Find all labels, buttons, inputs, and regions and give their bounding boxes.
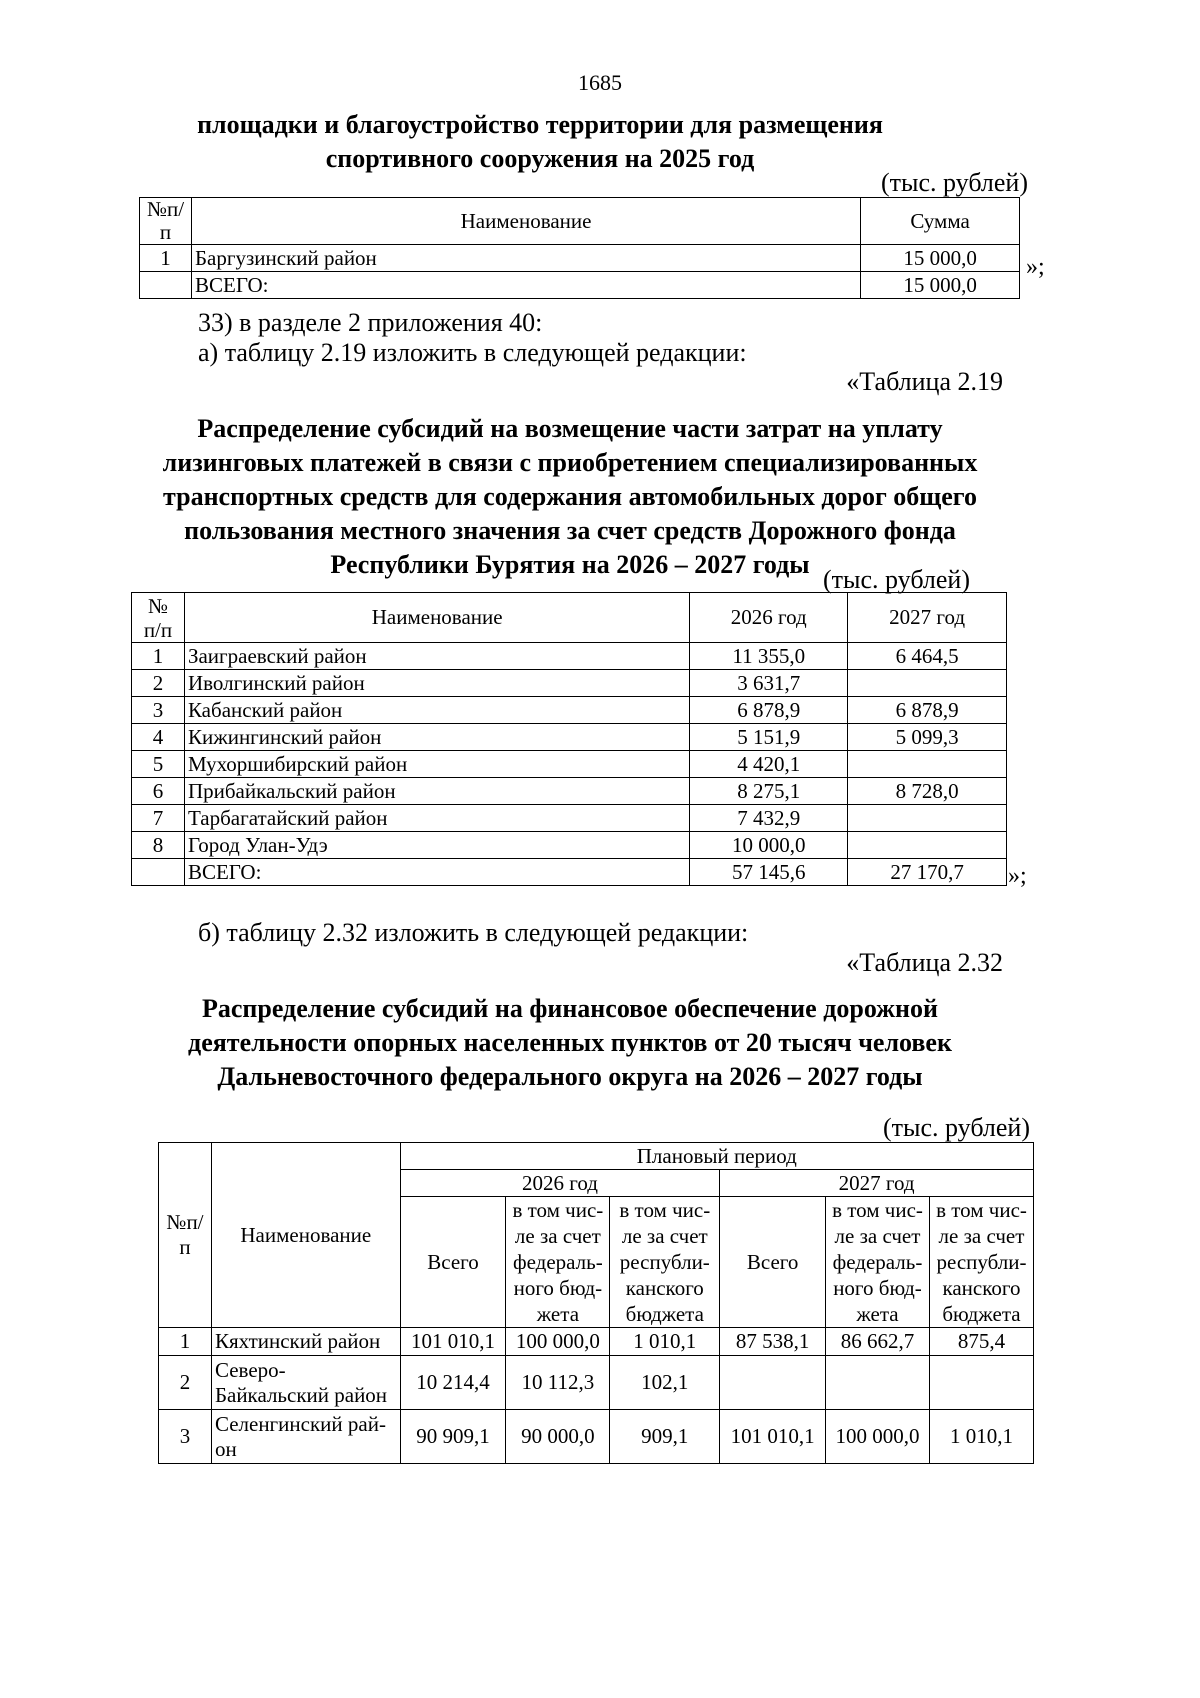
header-line: республи- bbox=[936, 1250, 1027, 1274]
row-federal-2026: 100 000,0 bbox=[506, 1328, 610, 1356]
header-2026: 2026 год bbox=[690, 593, 848, 643]
section3-title-line: деятельности опорных населенных пунктов от 20 тысяч человек bbox=[188, 1028, 952, 1057]
header-federal-2027 bbox=[826, 1197, 930, 1328]
row-num: 8 bbox=[132, 832, 185, 859]
section1-title-line: спортивного сооружения на 2025 год bbox=[325, 144, 755, 173]
header-line: жета bbox=[536, 1302, 580, 1326]
header-num bbox=[132, 593, 185, 643]
header-line: ле за счет bbox=[621, 1224, 708, 1248]
row-num bbox=[140, 272, 192, 299]
header-line: в том чис- bbox=[936, 1198, 1027, 1222]
row-2026: 7 432,9 bbox=[690, 805, 848, 832]
row-federal-2026: 10 112,3 bbox=[506, 1356, 610, 1410]
table-row bbox=[159, 1356, 1034, 1410]
row-2026: 8 275,1 bbox=[690, 778, 848, 805]
section1-unit: (тыс. рублей) bbox=[880, 168, 1028, 197]
row-republic-2027 bbox=[929, 1356, 1033, 1410]
row-num: 1 bbox=[159, 1328, 212, 1356]
section1-title-line: площадки и благоустройство территории для размещения bbox=[197, 110, 883, 139]
header-2026: 2026 год bbox=[400, 1170, 720, 1197]
section1-closing: »; bbox=[1026, 254, 1045, 280]
row-name-line: Байкальский район bbox=[214, 1382, 388, 1407]
header-line: ле за счет bbox=[514, 1224, 601, 1248]
row-federal-2027: 100 000,0 bbox=[826, 1410, 930, 1464]
header-line: в том чис- bbox=[832, 1198, 923, 1222]
row-num: 2 bbox=[159, 1356, 212, 1410]
table-232-label: «Таблица 2.32 bbox=[846, 948, 1003, 977]
header-total-2026: Всего bbox=[400, 1197, 506, 1328]
table-219-label: «Таблица 2.19 bbox=[846, 367, 1003, 396]
row-name-line: Северо- bbox=[214, 1357, 286, 1382]
row-republic-2027: 875,4 bbox=[929, 1328, 1033, 1356]
section2-closing: »; bbox=[1008, 863, 1027, 889]
row-name bbox=[211, 1356, 400, 1410]
row-name: Кабанский район bbox=[184, 697, 689, 724]
row-2026: 11 355,0 bbox=[690, 643, 848, 670]
section2-title-line: Распределение субсидий на возмещение части затрат на уплату bbox=[197, 414, 943, 443]
header-num: №п/п bbox=[159, 1143, 212, 1328]
table-row bbox=[159, 1410, 1034, 1464]
row-2026: 57 145,6 bbox=[690, 859, 848, 886]
table-row bbox=[132, 778, 1007, 805]
row-total-2027: 101 010,1 bbox=[720, 1410, 826, 1464]
row-name: Заиграевский район bbox=[184, 643, 689, 670]
row-republic-2027: 1 010,1 bbox=[929, 1410, 1033, 1464]
row-2027: 6 464,5 bbox=[848, 643, 1007, 670]
header-federal-2026 bbox=[506, 1197, 610, 1328]
row-name: Кяхтинский район bbox=[211, 1328, 400, 1356]
row-num bbox=[132, 859, 185, 886]
row-name: Тарбагатайский район bbox=[184, 805, 689, 832]
section3-title-line: Дальневосточного федерального округа на 2026 – 2027 годы bbox=[217, 1062, 923, 1091]
table-row bbox=[140, 245, 1020, 272]
row-name-line: он bbox=[214, 1436, 237, 1461]
row-name: Мухоршибирский район bbox=[184, 751, 689, 778]
header-line: канского bbox=[625, 1276, 704, 1300]
table-header-row bbox=[132, 593, 1007, 643]
section2-title-line: Республики Бурятия на 2026 – 2027 годы bbox=[330, 550, 810, 579]
row-2026: 3 631,7 bbox=[690, 670, 848, 697]
row-total-2026: 10 214,4 bbox=[400, 1356, 506, 1410]
paragraph-b: б) таблицу 2.32 изложить в следующей редакции: bbox=[198, 918, 749, 947]
row-num: 2 bbox=[132, 670, 185, 697]
table-row bbox=[132, 724, 1007, 751]
header-line: республи- bbox=[619, 1250, 710, 1274]
section1-title bbox=[140, 108, 940, 176]
header-name: Наименование bbox=[211, 1143, 400, 1328]
section2-title bbox=[120, 412, 1020, 582]
table-row bbox=[159, 1328, 1034, 1356]
header-line: бюджета bbox=[942, 1302, 1021, 1326]
header-num-line: п/п bbox=[143, 617, 173, 642]
header-line: в том чис- bbox=[512, 1198, 604, 1222]
header-republic-2027 bbox=[929, 1197, 1033, 1328]
section1-table bbox=[139, 197, 1020, 299]
row-2026: 5 151,9 bbox=[690, 724, 848, 751]
row-num: 6 bbox=[132, 778, 185, 805]
table-row-total bbox=[132, 859, 1007, 886]
header-name: Наименование bbox=[184, 593, 689, 643]
header-num: №п/п bbox=[140, 198, 192, 245]
header-line: ного бюд- bbox=[833, 1276, 922, 1300]
row-total-2026: 90 909,1 bbox=[400, 1410, 506, 1464]
section2-title-line: транспортных средств для содержания автомобильных дорог общего bbox=[163, 482, 977, 511]
row-name: Город Улан-Удэ bbox=[184, 832, 689, 859]
row-federal-2026: 90 000,0 bbox=[506, 1410, 610, 1464]
section3-title-line: Распределение субсидий на финансовое обеспечение дорожной bbox=[202, 994, 938, 1023]
row-2027 bbox=[848, 751, 1007, 778]
table-row bbox=[132, 697, 1007, 724]
row-name: Баргузинский район bbox=[191, 245, 860, 272]
row-2027: 6 878,9 bbox=[848, 697, 1007, 724]
row-name: Кижингинский район bbox=[184, 724, 689, 751]
header-2027: 2027 год bbox=[720, 1170, 1034, 1197]
section2-title-line: пользования местного значения за счет средств Дорожного фонда bbox=[184, 516, 956, 545]
table-header-row bbox=[159, 1143, 1034, 1170]
section3-unit: (тыс. рублей) bbox=[882, 1113, 1030, 1142]
section2-title-line: лизинговых платежей в связи с приобретением специализированных bbox=[162, 448, 978, 477]
header-2027: 2027 год bbox=[848, 593, 1007, 643]
row-num: 4 bbox=[132, 724, 185, 751]
header-name: Наименование bbox=[191, 198, 860, 245]
table-row bbox=[132, 670, 1007, 697]
header-line: ле за счет bbox=[834, 1224, 921, 1248]
row-num: 7 bbox=[132, 805, 185, 832]
table-header-row bbox=[140, 198, 1020, 245]
row-2027 bbox=[848, 832, 1007, 859]
table-row bbox=[132, 832, 1007, 859]
row-sum: 15 000,0 bbox=[861, 272, 1020, 299]
header-line: ле за счет bbox=[938, 1224, 1025, 1248]
row-name: ВСЕГО: bbox=[191, 272, 860, 299]
row-republic-2026: 102,1 bbox=[610, 1356, 720, 1410]
row-num: 1 bbox=[132, 643, 185, 670]
header-line: бюджета bbox=[625, 1302, 704, 1326]
row-republic-2026: 1 010,1 bbox=[610, 1328, 720, 1356]
row-name-line: Селенгинский рай- bbox=[214, 1411, 386, 1436]
header-planned-period: Плановый период bbox=[400, 1143, 1033, 1170]
row-2027: 27 170,7 bbox=[848, 859, 1007, 886]
table-2-32 bbox=[158, 1142, 1034, 1464]
row-num: 5 bbox=[132, 751, 185, 778]
table-row-total bbox=[140, 272, 1020, 299]
header-line: федераль- bbox=[832, 1250, 923, 1274]
row-2026: 10 000,0 bbox=[690, 832, 848, 859]
header-total-2027: Всего bbox=[720, 1197, 826, 1328]
page-number: 1685 bbox=[578, 70, 622, 95]
row-name: ВСЕГО: bbox=[184, 859, 689, 886]
paragraph-33: 33) в разделе 2 приложения 40: bbox=[198, 308, 543, 337]
paragraph-a: а) таблицу 2.19 изложить в следующей редакции: bbox=[198, 338, 747, 367]
table-2-19 bbox=[131, 592, 1007, 886]
row-2026: 4 420,1 bbox=[690, 751, 848, 778]
row-federal-2027: 86 662,7 bbox=[826, 1328, 930, 1356]
row-sum: 15 000,0 bbox=[861, 245, 1020, 272]
header-line: жета bbox=[856, 1302, 899, 1326]
row-num: 3 bbox=[132, 697, 185, 724]
header-line: ного бюд- bbox=[513, 1276, 603, 1300]
header-num-line: № bbox=[147, 593, 168, 618]
row-total-2027: 87 538,1 bbox=[720, 1328, 826, 1356]
row-num: 3 bbox=[159, 1410, 212, 1464]
row-2027: 8 728,0 bbox=[848, 778, 1007, 805]
table-row bbox=[132, 751, 1007, 778]
header-republic-2026 bbox=[610, 1197, 720, 1328]
section2-unit: (тыс. рублей) bbox=[822, 565, 970, 594]
table-row bbox=[132, 805, 1007, 832]
row-2027 bbox=[848, 805, 1007, 832]
row-total-2027 bbox=[720, 1356, 826, 1410]
row-num: 1 bbox=[140, 245, 192, 272]
row-republic-2026: 909,1 bbox=[610, 1410, 720, 1464]
row-2027: 5 099,3 bbox=[848, 724, 1007, 751]
header-sum: Сумма bbox=[861, 198, 1020, 245]
header-line: федераль- bbox=[513, 1250, 603, 1274]
row-total-2026: 101 010,1 bbox=[400, 1328, 506, 1356]
row-2026: 6 878,9 bbox=[690, 697, 848, 724]
row-name: Прибайкальский район bbox=[184, 778, 689, 805]
table-row bbox=[132, 643, 1007, 670]
header-line: в том чис- bbox=[619, 1198, 711, 1222]
row-name bbox=[211, 1410, 400, 1464]
header-line: канского bbox=[942, 1276, 1021, 1300]
section3-title bbox=[120, 992, 1020, 1094]
row-federal-2027 bbox=[826, 1356, 930, 1410]
row-name: Иволгинский район bbox=[184, 670, 689, 697]
row-2027 bbox=[848, 670, 1007, 697]
